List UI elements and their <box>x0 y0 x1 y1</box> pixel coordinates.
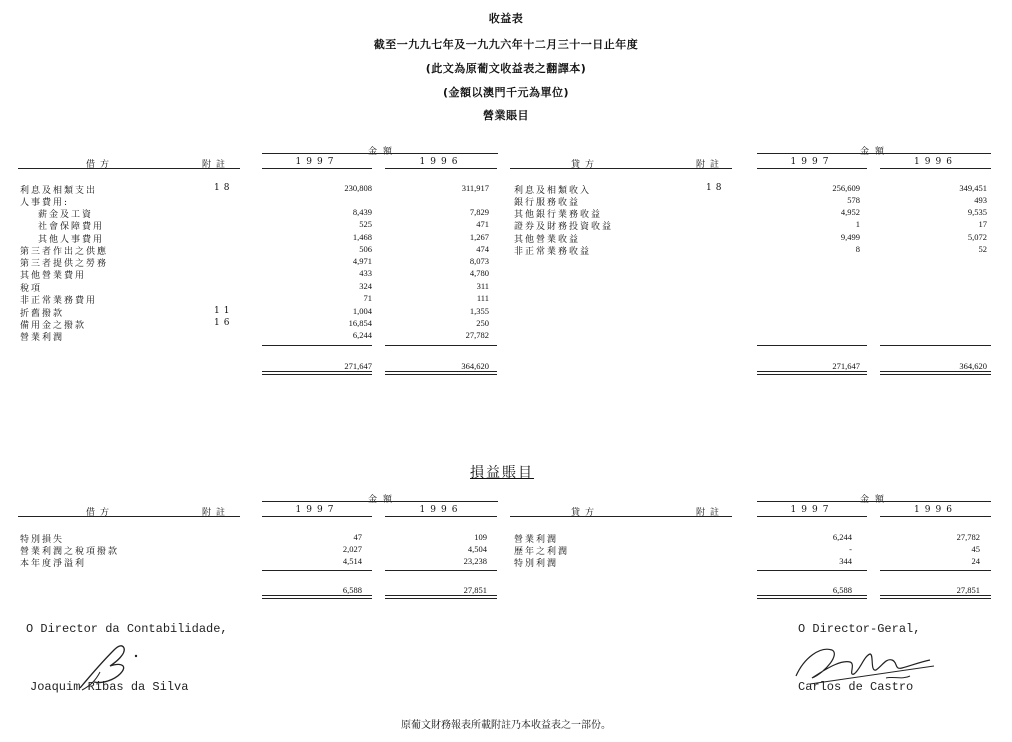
right-signatory-title: O Director-Geral, <box>798 622 921 636</box>
debit-row-1996: 474 <box>476 244 489 254</box>
divider <box>385 516 497 517</box>
debit-row-1997: 433 <box>359 268 372 278</box>
pl-debit-total-1997: 6,588 <box>342 585 362 595</box>
debit-row-1997: 4,971 <box>352 256 372 266</box>
pl-debit-row-label: 特別損失 <box>20 535 65 545</box>
debit-row-label: 社會保障費用 <box>38 222 105 232</box>
left-signatory-name: Joaquim Ribas da Silva <box>30 680 189 694</box>
debit-row-1997: 71 <box>363 293 372 303</box>
debit-row-1997: 8,439 <box>352 207 372 217</box>
debit-row-1996: 250 <box>476 318 489 328</box>
pl-credit-row-label: 歷年之利潤 <box>514 547 570 557</box>
unit-note: (金額以澳門千元為單位) <box>442 86 570 99</box>
divider <box>385 570 497 571</box>
debit-row-1996: 4,780 <box>469 268 489 278</box>
divider <box>880 168 991 169</box>
note-header-credit: 附註 <box>695 160 724 170</box>
credit-row-1997: 8 <box>855 244 860 254</box>
debit-row-1996: 311 <box>476 281 489 291</box>
double-underline <box>262 371 372 375</box>
statement-subtitle: 截至一九九七年及一九九六年十二月三十一日止年度 <box>373 38 639 51</box>
pl-note-header-credit: 附註 <box>695 508 724 518</box>
debit-row-label: 折舊撥款 <box>20 309 65 319</box>
debit-total-1996: 364,620 <box>461 361 489 371</box>
credit-row-label: 其他營業收益 <box>514 235 581 245</box>
divider <box>510 516 732 517</box>
credit-row-1996: 9,535 <box>967 207 987 217</box>
divider <box>262 345 372 346</box>
debit-row-1997: 16,854 <box>348 318 372 328</box>
debit-row-1997: 525 <box>359 219 372 229</box>
divider <box>880 345 991 346</box>
double-underline <box>757 595 867 599</box>
debit-row-1997: 1,468 <box>352 232 372 242</box>
year-1997-header-credit: 1997 <box>790 157 834 167</box>
divider <box>262 168 372 169</box>
pl-debit-row-label: 本年度淨溢利 <box>20 559 87 569</box>
debit-row-1996: 27,782 <box>465 330 489 340</box>
debit-row-label: 第三者提供之勞務 <box>20 259 109 269</box>
pl-debit-total-1996: 27,851 <box>463 585 487 595</box>
credit-row-1997: 9,499 <box>840 232 860 242</box>
pl-credit-row-label: 營業利潤 <box>514 535 559 545</box>
credit-row-label: 非正常業務收益 <box>514 247 592 257</box>
pl-credit-row-1996: 45 <box>971 544 980 554</box>
debit-row-1997: 1,004 <box>352 306 372 316</box>
credit-row-1996: 17 <box>978 219 987 229</box>
pl-debit-row-1997: 4,514 <box>342 556 362 566</box>
debit-row-label: 利息及相類支出 <box>20 186 98 196</box>
debit-row-label: 其他人事費用 <box>38 235 105 245</box>
credit-header: 貸方 <box>570 160 599 170</box>
credit-row-1997: 1 <box>855 219 860 229</box>
credit-row-1996: 52 <box>978 244 987 254</box>
pl-debit-row-1997: 2,027 <box>342 544 362 554</box>
year-1996-header: 1996 <box>419 157 463 167</box>
divider <box>757 168 867 169</box>
divider <box>385 345 497 346</box>
debit-header: 借方 <box>85 160 114 170</box>
pl-amount-header-right: 金額 <box>860 495 891 505</box>
debit-row-label: 營業利潤 <box>20 333 65 343</box>
credit-row-1996: 5,072 <box>967 232 987 242</box>
statement-title: 收益表 <box>488 12 524 25</box>
debit-row-1996: 8,073 <box>469 256 489 266</box>
double-underline <box>262 595 372 599</box>
credit-row-1997: 578 <box>847 195 860 205</box>
credit-total-1996: 364,620 <box>959 361 987 371</box>
pl-year-1996-header-credit: 1996 <box>914 505 957 515</box>
amount-header-right: 金額 <box>860 147 891 157</box>
debit-row-1997: 324 <box>359 281 372 291</box>
divider <box>510 168 732 169</box>
debit-row-label: 稅項 <box>20 284 43 294</box>
credit-row-label: 證券及財務投資收益 <box>514 222 614 232</box>
divider <box>262 501 498 502</box>
debit-row-1996: 7,829 <box>469 207 489 217</box>
pl-credit-header: 貸方 <box>570 508 599 518</box>
divider <box>757 516 867 517</box>
divider <box>880 516 991 517</box>
pl-debit-header: 借方 <box>85 508 114 518</box>
divider <box>262 153 498 154</box>
divider <box>262 570 372 571</box>
divider <box>757 501 991 502</box>
divider <box>880 570 991 571</box>
credit-row-label: 其他銀行業務收益 <box>514 210 603 220</box>
pl-credit-row-label: 特別利潤 <box>514 559 559 569</box>
pl-credit-row-1997: - <box>849 544 852 554</box>
divider <box>18 168 240 169</box>
pl-debit-row-1996: 109 <box>474 532 487 542</box>
pl-credit-row-1997: 6,244 <box>832 532 852 542</box>
year-1997-header: 1997 <box>295 157 339 167</box>
divider <box>757 570 867 571</box>
pl-credit-row-1997: 344 <box>839 556 852 566</box>
right-signatory-name: Carlos de Castro <box>798 680 914 694</box>
credit-row-label: 銀行服務收益 <box>514 198 581 208</box>
double-underline <box>757 371 867 375</box>
pl-debit-row-label: 營業利潤之稅項撥款 <box>20 547 120 557</box>
pl-note-header: 附註 <box>201 508 230 518</box>
note-header: 附註 <box>201 160 230 170</box>
debit-row-1996: 311,917 <box>461 183 489 193</box>
debit-row-1996: 1,267 <box>469 232 489 242</box>
pl-credit-row-1996: 27,782 <box>956 532 980 542</box>
double-underline <box>880 595 991 599</box>
pl-year-1996-header: 1996 <box>419 505 463 515</box>
pl-credit-total-1996: 27,851 <box>956 585 980 595</box>
pl-year-1997-header: 1997 <box>295 505 339 515</box>
footer-note: 原葡文財務報表所載附註乃本收益表之一部份。 <box>401 720 611 731</box>
divider <box>385 168 497 169</box>
debit-row-label: 其他營業費用 <box>20 271 87 281</box>
credit-row-note: 18 <box>706 183 726 193</box>
pl-amount-header-left: 金額 <box>368 495 399 505</box>
debit-row-label: 第三者作出之供應 <box>20 247 109 257</box>
debit-row-label: 薪金及工資 <box>38 210 94 220</box>
debit-row-1996: 111 <box>476 293 489 303</box>
credit-row-1997: 256,609 <box>832 183 860 193</box>
section-title-pl: 損益賬目 <box>470 465 534 481</box>
translation-note: (此文為原葡文收益表之翻譯本) <box>425 62 587 75</box>
divider <box>262 516 372 517</box>
divider <box>757 345 867 346</box>
credit-row-1997: 4,952 <box>840 207 860 217</box>
debit-row-label: 人事費用: <box>20 198 70 208</box>
credit-row-1996: 493 <box>974 195 987 205</box>
amount-header-left: 金額 <box>368 147 399 157</box>
pl-credit-total-1997: 6,588 <box>832 585 852 595</box>
debit-row-label: 非正常業務費用 <box>20 296 98 306</box>
pl-credit-row-1996: 24 <box>971 556 980 566</box>
left-signatory-title: O Director da Contabilidade, <box>26 622 228 636</box>
debit-row-1997: 506 <box>359 244 372 254</box>
debit-row-note: 16 <box>214 318 234 328</box>
divider <box>757 153 991 154</box>
section-title-operating: 營業賬目 <box>483 109 529 122</box>
double-underline <box>385 595 497 599</box>
debit-row-1996: 1,355 <box>469 306 489 316</box>
debit-total-1997: 271,647 <box>344 361 372 371</box>
debit-row-1997: 230,808 <box>344 183 372 193</box>
year-1996-header-credit: 1996 <box>914 157 957 167</box>
pl-year-1997-header-credit: 1997 <box>790 505 834 515</box>
debit-row-note: 11 <box>214 306 234 316</box>
debit-row-1997: 6,244 <box>352 330 372 340</box>
divider <box>18 516 240 517</box>
pl-debit-row-1996: 4,504 <box>467 544 487 554</box>
double-underline <box>880 371 991 375</box>
debit-row-label: 備用金之撥款 <box>20 321 87 331</box>
credit-total-1997: 271,647 <box>832 361 860 371</box>
debit-row-note: 18 <box>214 183 234 193</box>
pl-debit-row-1996: 23,238 <box>463 556 487 566</box>
pl-debit-row-1997: 47 <box>353 532 362 542</box>
credit-row-1996: 349,451 <box>959 183 987 193</box>
double-underline <box>385 371 497 375</box>
debit-row-1996: 471 <box>476 219 489 229</box>
credit-row-label: 利息及相類收入 <box>514 186 592 196</box>
